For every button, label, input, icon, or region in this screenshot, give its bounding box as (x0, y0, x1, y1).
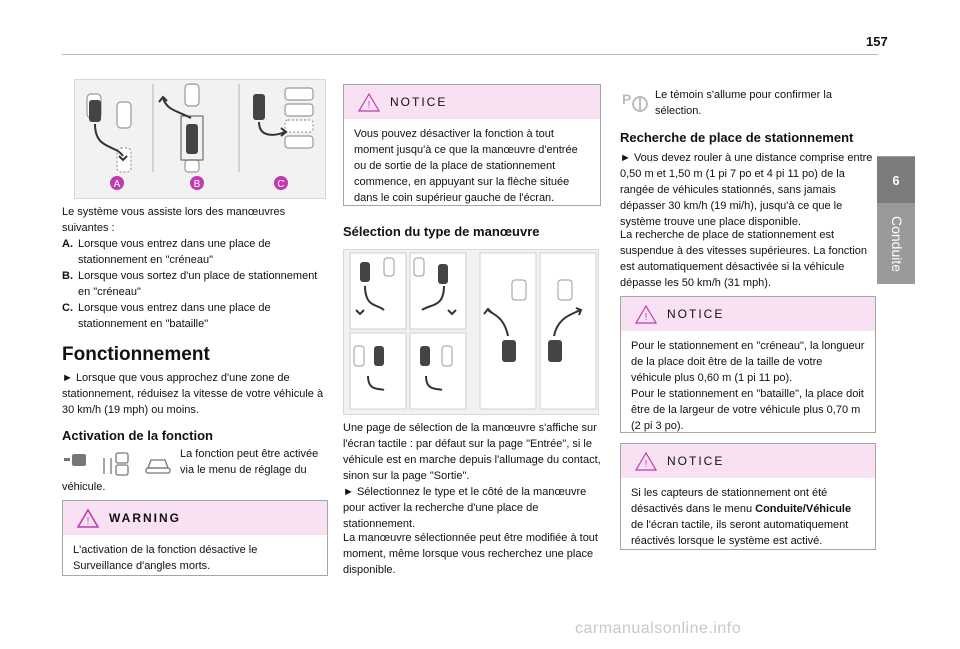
notice-text: Si les capteurs de stationnement ont été désactivés dans le menu Conduite/Véhicule de l'écran tactile, ils seront automatiquement réactivés lorsque le système est activé. (631, 487, 852, 547)
notice-title: NOTICE (667, 454, 725, 468)
notice-box-2 (620, 296, 876, 433)
intro-text: Le système vous assiste lors des manœuvres suivantes : (62, 206, 286, 234)
selection-text-3: La manœuvre sélectionnée peut être modifiée à tout moment, même lorsque vous recherchez une place disponible. (343, 532, 598, 576)
notice-text-2: Pour le stationnement en "bataille", la place doit être de la largeur de votre véhicule plus 0,70 m (2 pi 3 po). (631, 388, 864, 432)
indicator-text: Le témoin s'allume pour confirmer la sélection. (655, 89, 832, 117)
activation-heading: Activation de la fonction (62, 428, 213, 443)
activation-text-cont: véhicule. (62, 481, 106, 493)
activation-text: La fonction peut être activée via le menu de réglage du (180, 448, 319, 476)
chapter-label: Conduite (889, 215, 905, 273)
search-heading: Recherche de place de stationnement (620, 130, 854, 145)
list-item: C. Lorsque vous entrez dans une place de stationnement en "bataille" (62, 302, 271, 330)
notice-box-3 (620, 443, 876, 550)
parking-indicator-icon (620, 88, 650, 114)
notice-icon (358, 92, 380, 112)
svg-text:P: P (622, 91, 632, 107)
screen-icon (72, 454, 86, 466)
notice-header (621, 444, 875, 478)
notice-header (344, 85, 600, 119)
figure-label-c: C (277, 179, 285, 190)
watermark: carmanualsonline.info (575, 620, 742, 637)
activation-icons (62, 452, 172, 476)
list-item: B. Lorsque vous sortez d'un place de stationnement en "créneau" (62, 270, 318, 298)
parking-manoeuvres-figure (74, 79, 326, 199)
settings-icon (104, 453, 128, 475)
warning-title: WARNING (109, 511, 181, 525)
manoeuvre-list (62, 236, 328, 332)
warning-box (62, 500, 328, 576)
page-number: 157 (866, 34, 888, 49)
svg-text:!: ! (367, 100, 371, 111)
warning-icon (77, 508, 99, 528)
selection-text: Une page de sélection de la manœuvre s'affiche sur l'écran tactile : par défaut sur la page "Entrée", si le véhicule est en marche depuis l'allumage du contact, sinon sur la page "Sortie". (343, 422, 601, 482)
selection-heading: Sélection du type de manœuvre (343, 224, 540, 239)
notice-title: NOTICE (667, 307, 725, 321)
selection-screen-figure (343, 249, 599, 415)
notice-header (621, 297, 875, 331)
chapter-number: 6 (877, 157, 915, 203)
selection-text-2: ► Sélectionnez le type et le côté de la manœuvre pour activer la recherche d'une place de stationnement. (343, 486, 587, 530)
figure-label-b: B (193, 179, 201, 190)
parking-diagram-svg (75, 80, 325, 198)
notice-box-1 (343, 84, 601, 206)
figure-label-a: A (113, 179, 121, 190)
notice-text: Pour le stationnement en "créneau", la longueur de la place doit être de la taille de votre véhicule plus 0,60 m (1 pi 11 po). (631, 340, 865, 384)
notice-icon (635, 304, 657, 324)
warning-header (63, 501, 327, 535)
search-text: ► Vous devez rouler à une distance comprise entre 0,50 m et 1,50 m (1 pi 7 po et 4 pi 11 po) de la rangée de véhicules stationnés, sans jamais dépasser 30 km/h (19 mi/h), jusqu'à ce que le système trouve une place disponible. (620, 152, 873, 228)
header-divider (62, 54, 878, 55)
notice-text: Vous pouvez désactiver la fonction à tout moment jusqu'à ce que la manœuvre d'entrée ou de sortie de la place de stationnement commence, en appuyant sur la flèche située dans le coin supérieur gauche de l'écran. (354, 128, 578, 204)
car-icon (146, 460, 170, 473)
notice-icon (635, 451, 657, 471)
fonctionnement-paragraph: ► Lorsque que vous approchez d'une zone de stationnement, réduisez la vitesse de votre véhicule à 30 km/h (19 mph) ou moins. (62, 372, 324, 416)
notice-title: NOTICE (390, 95, 448, 109)
svg-text:!: ! (644, 312, 648, 323)
warning-text: L'activation de la fonction désactive le Surveillance d'angles morts. (73, 544, 258, 572)
search-text-2: La recherche de place de stationnement est suspendue à des vitesses supérieures. La fonction est automatiquement désactivée si la véhicule dépasse les 50 km/h (31 mph). (620, 229, 868, 289)
section-heading-fonctionnement: Fonctionnement (62, 344, 210, 365)
list-item: A. Lorsque vous entrez dans une place de stationnement en "créneau" (62, 238, 271, 266)
svg-text:!: ! (86, 516, 90, 527)
svg-text:!: ! (644, 459, 648, 470)
